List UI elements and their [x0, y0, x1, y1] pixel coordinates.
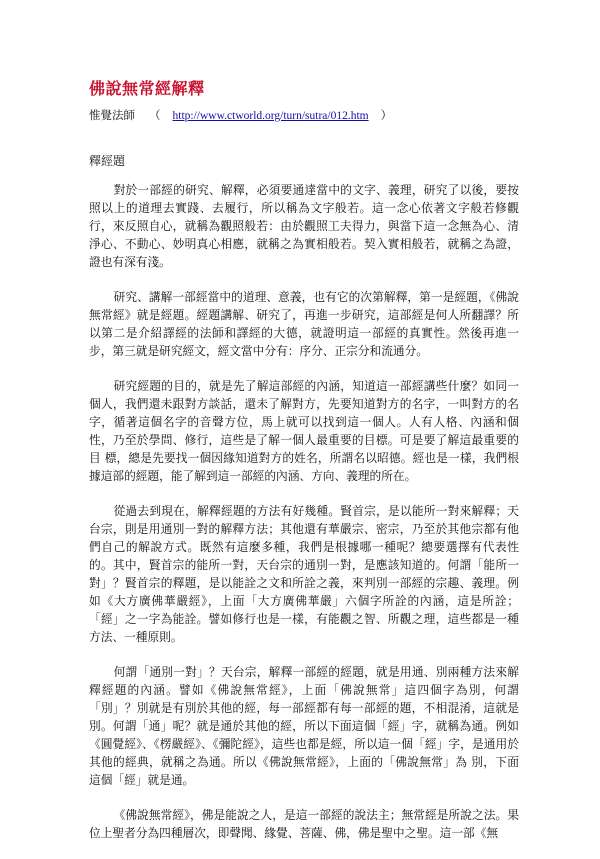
byline: [89, 107, 392, 124]
paragraph: 何謂「通別一對」？天台宗，解釋一部經的經題，就是用通、別兩種方法來解釋經題的內涵。譬如《佛說無常經》，上面「佛說無常」這四個字為別，何謂「別」？別就是有別於其他的經，每一部經都有每一部經的題，不相混淆，這就是別。何謂「通」呢？就是通於其他的經，所以下面這個「經」字，就稱為通。例如 《圓覺經》、《楞嚴經》、《彌陀經》，這些也都是經，所以這一個「經」字，是通用於其他的經典，就稱之為通。所以《佛說無常經》，上面的「佛說無常」為 別，下面這個「經」就是通。: [89, 665, 519, 787]
paren-open: （: [149, 108, 161, 122]
page-title: 佛說無常經解釋: [89, 79, 205, 98]
paragraph: 從過去到現在，解釋經題的方法有好幾種。賢首宗，是以能所一對來解釋；天台宗，則是用通別一對的解釋方法；其他還有華嚴宗、密宗，乃至於其他宗都有他 們自己的解說方式。既然有這麼多種，我們是根據哪一種呢？總要選擇有代表性的。其中，賢首宗的能所一對，天台宗的通別一對，是應該知道的。何謂「能所一 對」？賢首宗的釋題，是以能詮之文和所詮之義，來判別一部經的宗趣、義理。例如《大方廣佛華嚴經》，上面「大方廣佛華嚴」六個字所詮的內涵，這是所詮； 「經」之一字為能詮。譬如修行也是一樣，有能觀之智、所觀之理，這些都是一種方法、一種原則。: [89, 504, 519, 644]
paren-close: ）: [380, 108, 393, 122]
section-heading: 釋經題: [89, 154, 126, 168]
article-body: [89, 181, 519, 859]
source-link[interactable]: http://www.ctworld.org/turn/sutra/012.htm: [172, 110, 369, 122]
paragraph: 研究經題的目的，就是先了解這部經的內涵，知道這一部經講些什麼？如同一個人，我們還未跟對方談話，還未了解對方，先要知道對方的名字，一叫對方的名 字，循著這個名字的音聲方位，馬上就可以找到這一個人。人有人格、內涵和個性，乃至於學問、修行，這些是了解一個人最重要的目標。可是要了解這最重要的目 標，總是先要找一個因緣知道對方的姓名，所謂名以昭德。經也是一樣，我們根據這部的經題，能了解到這一部經的內涵、方向、義理的所在。: [89, 379, 519, 483]
author-name: 惟覺法師: [89, 108, 135, 122]
paragraph: 《佛說無常經》，佛是能說之人，是這一部經的說法主；無常經是所說之法。果位上聖者分為四種層次，即聲聞、緣覺、菩薩、佛，佛是聖中之聖。這一部《無: [89, 808, 519, 840]
paragraph: 對於一部經的研究、解釋，必須要通達當中的文字、義理，研究了以後，要按照以上的道理去實踐、去履行，所以稱為文字般若。這一念心依著文字般若修觀 行，來反照自心，就稱為觀照般若：由於觀照工夫得力，與當下這一念無為心、清淨心、不動心、妙明真心相應，就稱之為實相般若。契入實相般若，就稱之為證， 證也有深有淺。: [89, 183, 519, 269]
paragraph: 研究、講解一部經當中的道理、意義，也有它的次第解釋，第一是經題，《佛說無常經》就是經題。經題講解、研究了，再進一步研究，這部經是何人所翻譯？所以第二是介紹譯經的法師和譯經的大德，就證明這一部經的真實性。然後再進一步，第三就是研究經文，經文當中分有：序分、正宗分和流通分。: [89, 290, 519, 358]
